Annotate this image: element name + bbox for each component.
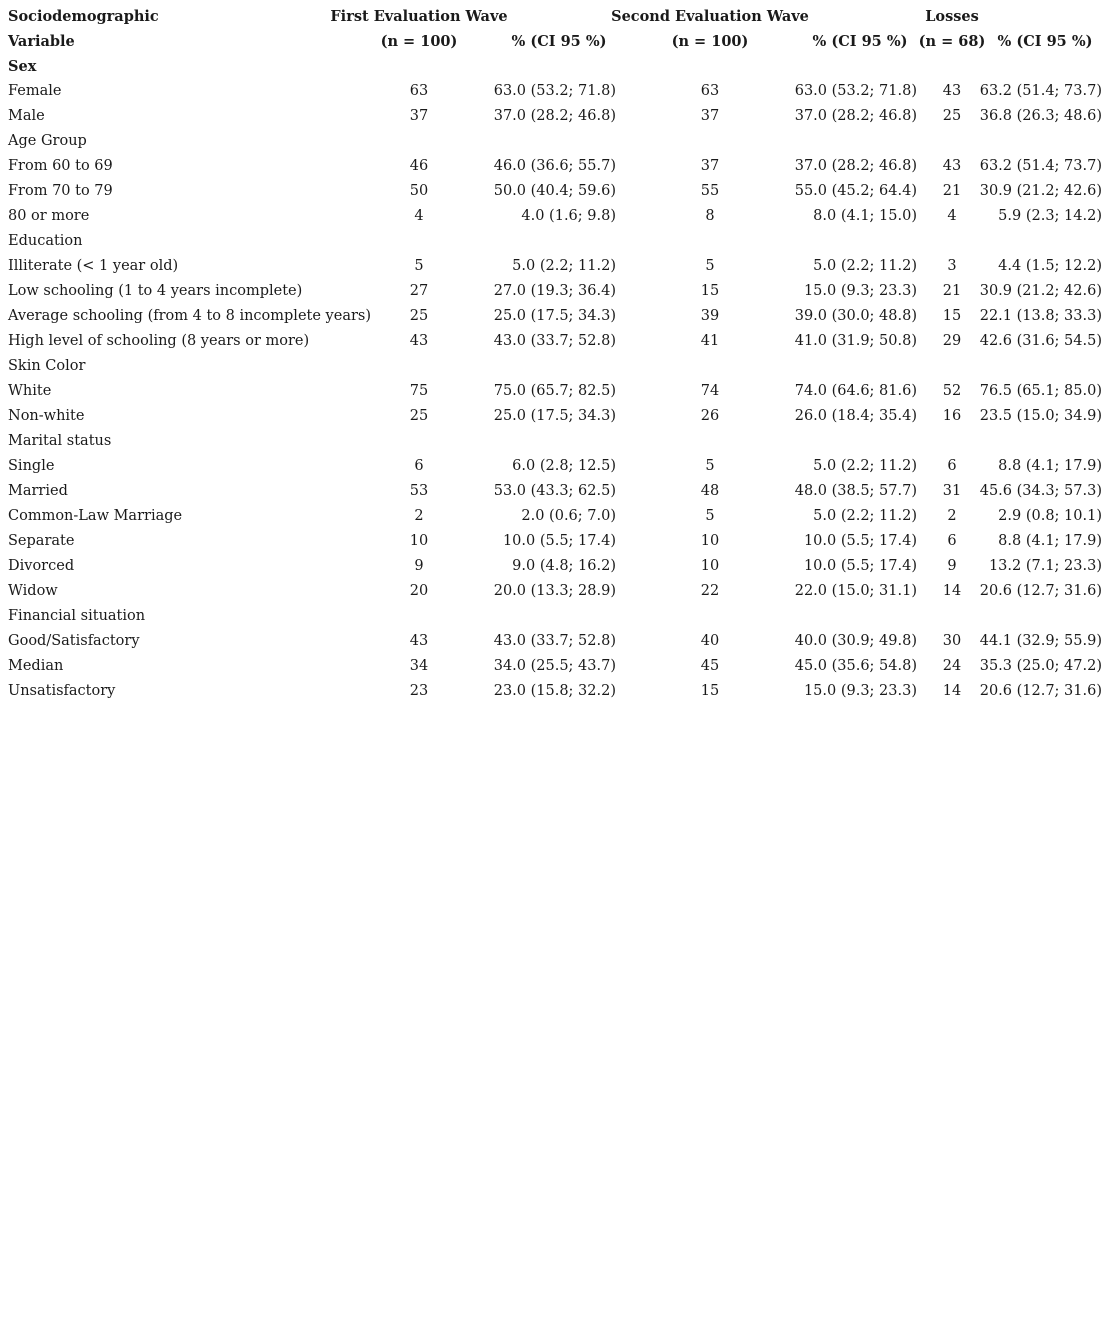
sociodemographic-table <box>8 4 1108 704</box>
cell-n2: 15 <box>700 683 720 699</box>
group-label: Financial situation <box>8 608 146 624</box>
cell-p2: 15.0 (9.3; 23.3) <box>803 683 917 699</box>
cell-n2: 39 <box>700 308 720 324</box>
table-row <box>8 79 1108 104</box>
row-label: White <box>8 383 52 399</box>
cell-p1: 43.0 (33.7; 52.8) <box>493 633 616 649</box>
table-row <box>8 104 1108 129</box>
cell-p2: 37.0 (28.2; 46.8) <box>794 158 917 174</box>
cell-n1: 20 <box>409 583 429 599</box>
cell-n2: 5 <box>705 258 715 274</box>
cell-n3: 31 <box>942 483 962 499</box>
cell-p2: 55.0 (45.2; 64.4) <box>794 183 917 199</box>
cell-p3: 13.2 (7.1; 23.3) <box>988 558 1102 574</box>
cell-n1: 46 <box>409 158 429 174</box>
cell-n3: 9 <box>947 558 957 574</box>
table-row <box>8 179 1108 204</box>
header-losses-n: (n = 68) <box>918 33 986 50</box>
header-wave1-n: (n = 100) <box>380 33 458 50</box>
cell-n3: 52 <box>942 383 962 399</box>
header-row-1 <box>8 4 1108 29</box>
cell-p1: 50.0 (40.4; 59.6) <box>493 183 616 199</box>
cell-n2: 10 <box>700 558 720 574</box>
table-row <box>8 304 1108 329</box>
row-label: From 60 to 69 <box>8 158 113 174</box>
table-row <box>8 279 1108 304</box>
cell-p3: 36.8 (26.3; 48.6) <box>979 108 1102 124</box>
row-label: Married <box>8 483 68 499</box>
cell-p1: 46.0 (36.6; 55.7) <box>493 158 616 174</box>
cell-n2: 37 <box>700 158 720 174</box>
group-label: Age Group <box>8 133 87 149</box>
group-label: Skin Color <box>8 358 86 374</box>
cell-n3: 25 <box>942 108 962 124</box>
cell-n1: 75 <box>409 383 429 399</box>
header-wave2-pct: % (CI 95 %) <box>812 33 908 50</box>
cell-p1: 23.0 (15.8; 32.2) <box>493 683 616 699</box>
cell-p2: 63.0 (53.2; 71.8) <box>794 83 917 99</box>
cell-p1: 2.0 (0.6; 7.0) <box>521 508 616 524</box>
cell-p1: 5.0 (2.2; 11.2) <box>512 258 616 274</box>
cell-n3: 24 <box>942 658 962 674</box>
table-row <box>8 504 1108 529</box>
cell-p3: 45.6 (34.3; 57.3) <box>979 483 1102 499</box>
table-row <box>8 454 1108 479</box>
cell-p2: 5.0 (2.2; 11.2) <box>813 508 917 524</box>
cell-p2: 8.0 (4.1; 15.0) <box>813 208 917 224</box>
cell-p3: 44.1 (32.9; 55.9) <box>979 633 1102 649</box>
row-label: Divorced <box>8 558 75 574</box>
cell-p2: 39.0 (30.0; 48.8) <box>794 308 917 324</box>
cell-p2: 10.0 (5.5; 17.4) <box>803 558 917 574</box>
cell-n3: 3 <box>947 258 957 274</box>
table-row <box>8 379 1108 404</box>
cell-n3: 30 <box>942 633 962 649</box>
cell-p2: 48.0 (38.5; 57.7) <box>794 483 917 499</box>
cell-p1: 6.0 (2.8; 12.5) <box>512 458 616 474</box>
cell-n3: 29 <box>942 333 962 349</box>
cell-n3: 43 <box>942 83 962 99</box>
row-label: From 70 to 79 <box>8 183 113 199</box>
cell-n1: 25 <box>409 408 429 424</box>
cell-p3: 30.9 (21.2; 42.6) <box>979 283 1102 299</box>
cell-p2: 74.0 (64.6; 81.6) <box>794 383 917 399</box>
row-label: Low schooling (1 to 4 years incomplete) <box>8 283 303 299</box>
table-body <box>8 54 1108 704</box>
cell-p2: 26.0 (18.4; 35.4) <box>794 408 917 424</box>
cell-p1: 27.0 (19.3; 36.4) <box>493 283 616 299</box>
cell-p3: 22.1 (13.8; 33.3) <box>979 308 1102 324</box>
cell-p1: 43.0 (33.7; 52.8) <box>493 333 616 349</box>
cell-n2: 45 <box>700 658 720 674</box>
group-header-row <box>8 429 1108 454</box>
cell-p3: 2.9 (0.8; 10.1) <box>998 508 1102 524</box>
row-label: Single <box>8 458 55 474</box>
cell-n1: 43 <box>409 333 429 349</box>
cell-n2: 41 <box>700 333 720 349</box>
row-label: Widow <box>8 583 58 599</box>
cell-p1: 25.0 (17.5; 34.3) <box>493 408 616 424</box>
cell-n2: 5 <box>705 508 715 524</box>
row-label: Separate <box>8 533 75 549</box>
header-wave2-title: Second Evaluation Wave <box>611 8 809 25</box>
row-label: Good/Satisfactory <box>8 633 140 649</box>
group-header-row <box>8 604 1108 629</box>
table-row <box>8 204 1108 229</box>
cell-n3: 21 <box>942 183 962 199</box>
table-row <box>8 554 1108 579</box>
cell-n3: 14 <box>942 683 962 699</box>
cell-p3: 63.2 (51.4; 73.7) <box>979 83 1102 99</box>
cell-p1: 9.0 (4.8; 16.2) <box>512 558 616 574</box>
cell-n1: 23 <box>409 683 429 699</box>
table-row <box>8 404 1108 429</box>
row-label: Average schooling (from 4 to 8 incomplete years) <box>8 308 371 324</box>
cell-n2: 37 <box>700 108 720 124</box>
row-label: Female <box>8 83 62 99</box>
cell-n3: 15 <box>942 308 962 324</box>
cell-p1: 53.0 (43.3; 62.5) <box>493 483 616 499</box>
group-header-row <box>8 129 1108 154</box>
table-row <box>8 629 1108 654</box>
row-label: Illiterate (< 1 year old) <box>8 258 179 274</box>
cell-p1: 20.0 (13.3; 28.9) <box>493 583 616 599</box>
row-label: High level of schooling (8 years or more) <box>8 333 310 349</box>
cell-p2: 5.0 (2.2; 11.2) <box>813 458 917 474</box>
cell-n2: 63 <box>700 83 720 99</box>
group-header-row <box>8 354 1108 379</box>
cell-n1: 37 <box>409 108 429 124</box>
cell-p2: 37.0 (28.2; 46.8) <box>794 108 917 124</box>
cell-n3: 2 <box>947 508 957 524</box>
table-row <box>8 529 1108 554</box>
group-label: Sex <box>8 58 37 75</box>
cell-p3: 76.5 (65.1; 85.0) <box>979 383 1102 399</box>
cell-n3: 6 <box>947 533 957 549</box>
cell-n3: 6 <box>947 458 957 474</box>
header-wave2-n: (n = 100) <box>671 33 749 50</box>
cell-n2: 48 <box>700 483 720 499</box>
cell-p2: 15.0 (9.3; 23.3) <box>803 283 917 299</box>
table-row <box>8 254 1108 279</box>
cell-p1: 25.0 (17.5; 34.3) <box>493 308 616 324</box>
cell-p2: 22.0 (15.0; 31.1) <box>794 583 917 599</box>
cell-n2: 5 <box>705 458 715 474</box>
header-variable-line1: Sociodemographic <box>8 8 159 25</box>
cell-p2: 10.0 (5.5; 17.4) <box>803 533 917 549</box>
cell-n1: 9 <box>414 558 424 574</box>
cell-n2: 74 <box>700 383 720 399</box>
table-row <box>8 579 1108 604</box>
cell-n3: 43 <box>942 158 962 174</box>
cell-p1: 34.0 (25.5; 43.7) <box>493 658 616 674</box>
cell-n1: 34 <box>409 658 429 674</box>
header-variable-line2: Variable <box>8 33 75 50</box>
header-wave1-title: First Evaluation Wave <box>330 8 508 25</box>
cell-n2: 15 <box>700 283 720 299</box>
group-label: Education <box>8 233 83 249</box>
row-label: Median <box>8 658 64 674</box>
cell-n1: 53 <box>409 483 429 499</box>
table-row <box>8 679 1108 704</box>
cell-p3: 20.6 (12.7; 31.6) <box>979 583 1102 599</box>
row-label: Common-Law Marriage <box>8 508 183 524</box>
row-label: 80 or more <box>8 208 90 224</box>
cell-p3: 23.5 (15.0; 34.9) <box>979 408 1102 424</box>
row-label: Male <box>8 108 45 124</box>
cell-p1: 63.0 (53.2; 71.8) <box>493 83 616 99</box>
cell-n2: 26 <box>700 408 720 424</box>
cell-p3: 20.6 (12.7; 31.6) <box>979 683 1102 699</box>
cell-n1: 25 <box>409 308 429 324</box>
cell-n3: 21 <box>942 283 962 299</box>
cell-p3: 63.2 (51.4; 73.7) <box>979 158 1102 174</box>
cell-n1: 4 <box>414 208 424 224</box>
cell-p1: 4.0 (1.6; 9.8) <box>521 208 616 224</box>
cell-p2: 40.0 (30.9; 49.8) <box>794 633 917 649</box>
cell-p3: 4.4 (1.5; 12.2) <box>998 258 1102 274</box>
cell-n1: 43 <box>409 633 429 649</box>
cell-n2: 10 <box>700 533 720 549</box>
cell-p3: 5.9 (2.3; 14.2) <box>998 208 1102 224</box>
table-row <box>8 154 1108 179</box>
cell-p2: 45.0 (35.6; 54.8) <box>794 658 917 674</box>
header-losses-title: Losses <box>925 8 979 25</box>
row-label: Non-white <box>8 408 85 424</box>
header-row-2 <box>8 29 1108 54</box>
cell-p3: 35.3 (25.0; 47.2) <box>979 658 1102 674</box>
table-row <box>8 329 1108 354</box>
cell-n2: 55 <box>700 183 720 199</box>
group-header-row <box>8 229 1108 254</box>
header-losses-pct: % (CI 95 %) <box>997 33 1093 50</box>
table-row <box>8 479 1108 504</box>
group-header-row <box>8 54 1108 79</box>
cell-n3: 16 <box>942 408 962 424</box>
cell-n1: 10 <box>409 533 429 549</box>
cell-n1: 5 <box>414 258 424 274</box>
cell-p3: 8.8 (4.1; 17.9) <box>998 533 1102 549</box>
row-label: Unsatisfactory <box>8 683 116 699</box>
cell-p1: 37.0 (28.2; 46.8) <box>493 108 616 124</box>
cell-n1: 63 <box>409 83 429 99</box>
cell-p1: 10.0 (5.5; 17.4) <box>502 533 616 549</box>
cell-n1: 50 <box>409 183 429 199</box>
header-wave1-pct: % (CI 95 %) <box>511 33 607 50</box>
table-row <box>8 654 1108 679</box>
cell-p3: 42.6 (31.6; 54.5) <box>979 333 1102 349</box>
cell-n1: 2 <box>414 508 424 524</box>
cell-p1: 75.0 (65.7; 82.5) <box>493 383 616 399</box>
cell-n1: 6 <box>414 458 424 474</box>
cell-n2: 40 <box>700 633 720 649</box>
cell-n1: 27 <box>409 283 429 299</box>
cell-p3: 8.8 (4.1; 17.9) <box>998 458 1102 474</box>
cell-p3: 30.9 (21.2; 42.6) <box>979 183 1102 199</box>
cell-n3: 14 <box>942 583 962 599</box>
cell-n3: 4 <box>947 208 957 224</box>
cell-n2: 22 <box>700 583 720 599</box>
cell-p2: 5.0 (2.2; 11.2) <box>813 258 917 274</box>
cell-p2: 41.0 (31.9; 50.8) <box>794 333 917 349</box>
group-label: Marital status <box>8 433 112 449</box>
cell-n2: 8 <box>705 208 715 224</box>
